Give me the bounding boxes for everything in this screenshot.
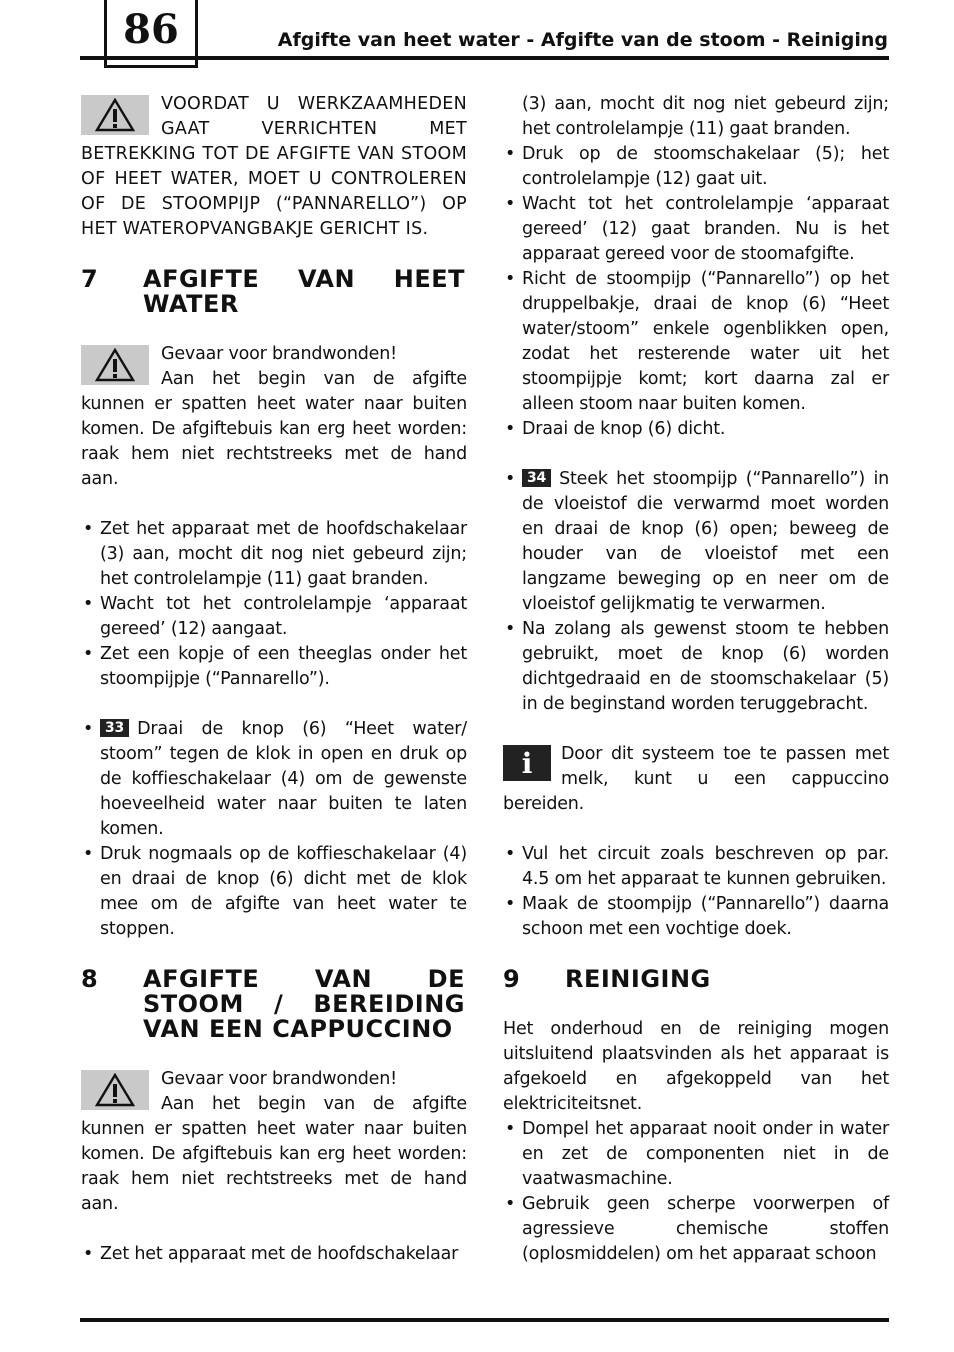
list-item: • Druk nogmaals op de koffieschakelaar (4) en draai de knop (6) dicht met de klok mee om de afgifte van heet water te stoppen. [81,842,467,942]
warning-1-text: VOORDAT U WERKZAAMHEDEN GAAT VERRICHTEN MET BETREKKING TOT DE AFGIFTE VAN STOOM OF HEET WATER, MOET U CONTROLEREN OF DE STOOMPIJP (“PANNARELLO”) OP HET WATEROPVANGBAKJE GERICHT IS. [81,94,467,239]
page-number: 86 [123,6,179,53]
figure-34-badge: 34 [522,469,551,487]
list-item [503,467,889,617]
right-column [503,92,889,1267]
section-9-title: REINIGING [565,965,711,993]
list-item: • Zet een kopje of een theeglas onder het stoompijpje (“Pannarello”). [81,642,467,692]
list-item: • Maak de stoompijp (“Pannarello”) daarna schoon met een vochtige doek. [503,892,889,942]
section-9-number: 9 [503,965,521,993]
list-item: • Draai de knop (6) dicht. [503,417,889,442]
list-item: • Druk op de stoomschakelaar (5); het controlelampje (12) gaat uit. [503,142,889,192]
info-block [503,742,889,817]
warning-icon [81,1070,149,1110]
warning-3-title: Gevaar voor brandwonden! [161,1069,397,1089]
list-item: • Na zolang als gewenst stoom te hebben gebruikt, moet de knop (6) worden dichtgedraaid en de stoomschakelaar (5) in de beginstand worden teruggebracht. [503,617,889,717]
list-item: • Zet het apparaat met de hoofdschakelaar [81,1242,467,1267]
warning-2-title: Gevaar voor brandwonden! [161,344,397,364]
list-item: • Zet het apparaat met de hoofdschakelaar (3) aan, mocht dit nog niet gebeurd zijn; het controlelampje (11) gaat branden. [81,517,467,592]
warning-block-1 [81,92,467,242]
section-8-heading [81,967,467,1042]
list-item-text: Steek het stoompijp (“Pannarello”) in de vloeistof die verwarmd moet worden en draai de knop (6) open; beweeg de houder van de vloeistof met een langzame beweging op en neer om de vloeistof gelijkmatig te verwarmen. [522,469,889,614]
warning-block-2 [81,342,467,492]
list-item: • Richt de stoompijp (“Pannarello”) op het druppelbakje, draai de knop (6) “Heet water/stoom” enkele ogenblikken open, zodat het resterende water uit het stoompijpje komt; kort daarna zal er alleen stoom naar buiten komen. [503,267,889,417]
section-7-bullets-2 [81,717,467,942]
section-8-title: AFGIFTE VAN DE STOOM / BEREIDING VAN EEN CAPPUCCINO [143,965,465,1043]
section-8-bullets-3 [503,842,889,942]
warning-icon [81,345,149,385]
section-8-number: 8 [81,965,99,993]
section-8-bullets-cont [503,142,889,442]
section-8-bullets [81,1242,467,1267]
list-item-text: Draai de knop (6) “Heet water/ stoom” tegen de klok in open en druk op de koffieschakelaar (4) om de gewenste hoeveelheid water naar buiten te laten komen. [100,719,467,839]
section-9-heading [503,967,889,992]
warning-3-text: Aan het begin van de afgifte kunnen er spatten heet water naar buiten komen. De afgiftebuis kan erg heet worden: raak hem niet rechtstreeks met de hand aan. [81,1094,467,1214]
continued-text: (3) aan, mocht dit nog niet gebeurd zijn; het controlelampje (11) gaat branden. [522,94,889,139]
section-7-heading [81,267,467,317]
section-9-intro: Het onderhoud en de reiniging mogen uitsluitend plaatsvinden als het apparaat is afgekoeld en afgekoppeld van het elektriciteitsnet. [503,1019,889,1114]
warning-block-3 [81,1067,467,1217]
warning-2-text: Aan het begin van de afgifte kunnen er spatten heet water naar buiten komen. De afgiftebuis kan erg heet worden: raak hem niet rechtstreeks met de hand aan. [81,369,467,489]
info-text: Door dit systeem toe te passen met melk, kunt u een cappuccino bereiden. [503,744,889,814]
section-8-bullets-2 [503,467,889,717]
list-item: • Wacht tot het controlelampje ‘apparaat gereed’ (12) gaat branden. Nu is het apparaat gereed voor de stoomafgifte. [503,192,889,267]
left-column [81,92,467,1267]
list-item: • Vul het circuit zoals beschreven op par. 4.5 om het apparaat te kunnen gebruiken. [503,842,889,892]
section-9-bullets [503,1117,889,1267]
section-7-number: 7 [81,265,99,293]
page-header-title: Afgifte van heet water - Afgifte van de stoom - Reiniging [277,29,888,51]
section-7-bullets [81,517,467,692]
warning-icon [81,95,149,135]
list-item: • Gebruik geen scherpe voorwerpen of agressieve chemische stoffen (oplosmiddelen) om het apparaat schoon [503,1192,889,1267]
footer-rule [80,1318,889,1322]
list-item: • Wacht tot het controlelampje ‘apparaat gereed’ (12) aangaat. [81,592,467,642]
list-item [81,717,467,842]
section-7-title: AFGIFTE VAN HEET WATER [143,265,465,318]
info-icon: i [503,745,551,781]
header-rule [80,56,889,60]
list-item: • Dompel het apparaat nooit onder in water en zet de componenten niet in de vaatwasmachine. [503,1117,889,1192]
figure-33-badge: 33 [100,719,129,737]
